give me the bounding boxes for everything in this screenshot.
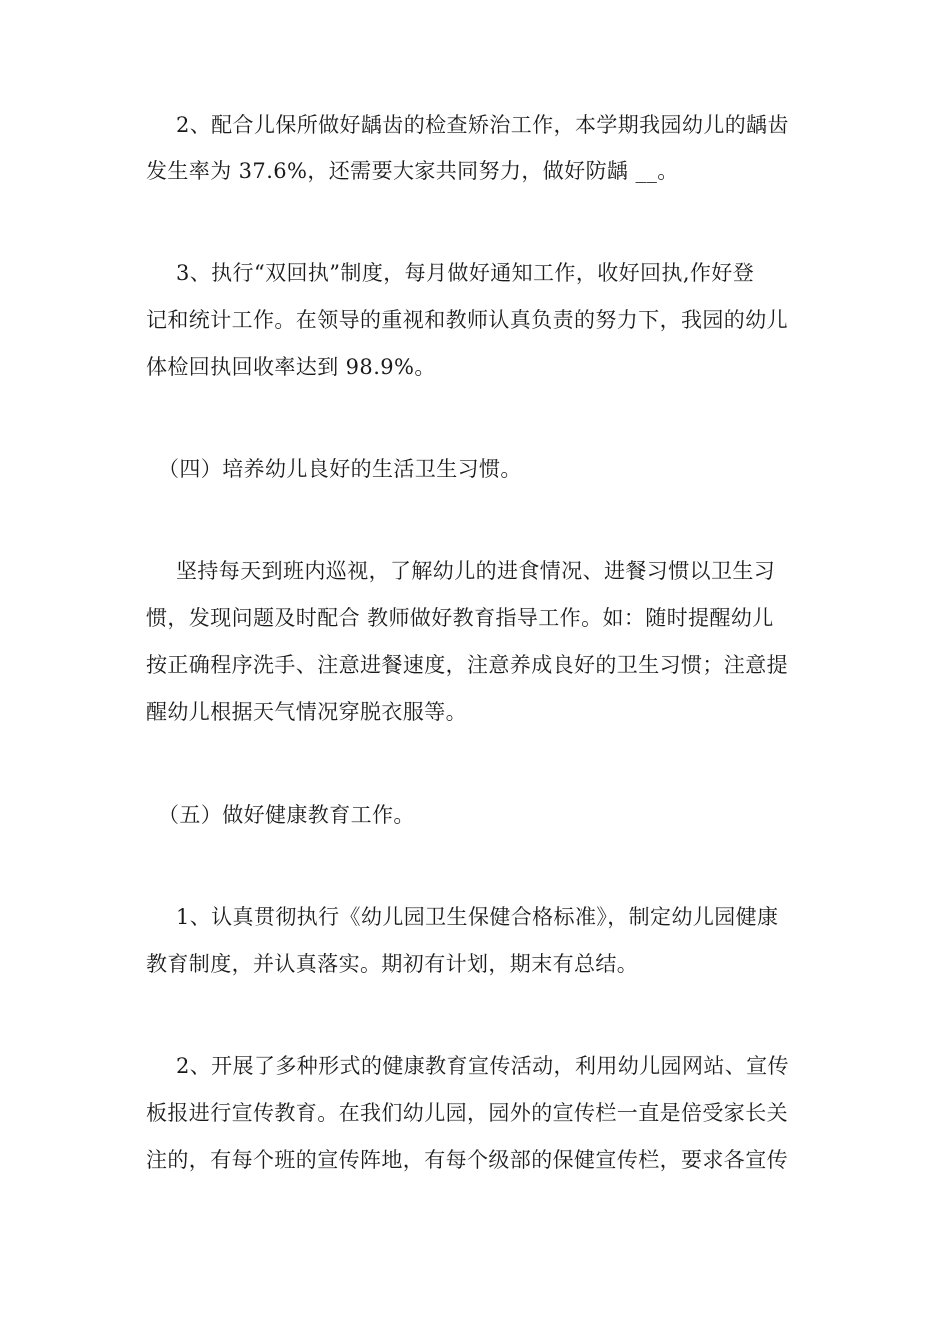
paragraph-2-line-2: 记和统计工作。在领导的重视和教师认真负责的努力下，我园的幼儿 [146, 308, 788, 332]
paragraph-4-line-2: 教育制度，并认真落实。期初有计划，期末有总结。 [146, 952, 639, 976]
paragraph-5-line-2: 板报进行宣传教育。在我们幼儿园，园外的宣传栏一直是倍受家长关 [146, 1101, 788, 1125]
paragraph-2-line-1: 3、执行“双回执”制度，每月做好通知工作，收好回执,作好登 [176, 261, 755, 285]
paragraph-3-line-4: 醒幼儿根据天气情况穿脱衣服等。 [146, 700, 467, 724]
section-heading-5: （五）做好健康教育工作。 [158, 803, 415, 827]
paragraph-2-line-3: 体检回执回收率达到 98.9%。 [146, 355, 436, 379]
paragraph-1-line-2: 发生率为 37.6%，还需要大家共同努力，做好防龋 __。 [146, 159, 679, 183]
paragraph-3-line-3: 按正确程序洗手、注意进餐速度，注意养成良好的卫生习惯；注意提 [146, 653, 788, 677]
section-heading-4: （四）培养幼儿良好的生活卫生习惯。 [158, 457, 522, 481]
paragraph-5-line-3: 注的，有每个班的宣传阵地，有每个级部的保健宣传栏，要求各宣传 [146, 1148, 788, 1172]
paragraph-5-line-1: 2、开展了多种形式的健康教育宣传活动，利用幼儿园网站、宣传 [176, 1054, 789, 1078]
paragraph-3-line-2: 惯，发现问题及时配合 教师做好教育指导工作。如：随时提醒幼儿 [146, 606, 774, 630]
paragraph-1-line-1: 2、配合儿保所做好龋齿的检查矫治工作，本学期我园幼儿的龋齿 [176, 113, 789, 137]
paragraph-4-line-1: 1、认真贯彻执行《幼儿园卫生保健合格标准》，制定幼儿园健康 [176, 905, 779, 929]
paragraph-3-line-1: 坚持每天到班内巡视，了解幼儿的进食情况、进餐习惯以卫生习 [176, 559, 776, 583]
